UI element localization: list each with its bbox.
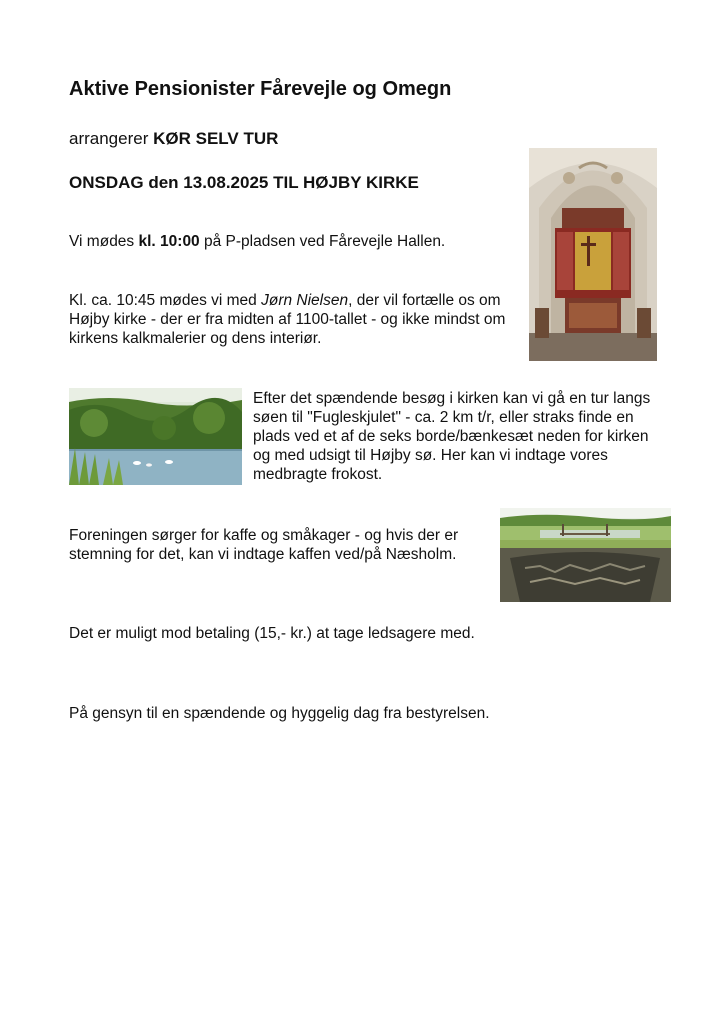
meeting-time: kl. 10:00 (138, 233, 200, 250)
farewell-paragraph: På gensyn til en spændende og hyggelig dag fra bestyrelsen. (69, 705, 490, 722)
naesholm-ruins-image (500, 508, 671, 602)
meeting-paragraph (69, 232, 445, 251)
walk-paragraph: Efter det spændende besøg i kirken kan vi gå en tur langs søen til "Fugleskjulet" - ca. 2 km t/r, eller straks finde en plads ved et af de seks borde/bænkesæt neden for kirken og med udsigt til Højby sø. Her kan vi indtage vores medbragte frokost. (253, 390, 651, 483)
lake-swans-image (69, 388, 242, 485)
guests-paragraph: Det er muligt mod betaling (15,- kr.) at tage ledsagere med. (69, 625, 475, 642)
guide-suffix: , der vil fortælle os om Højby kirke - der er fra midten af 1100-tallet - og ikke mindst om kirkens kalkmalerier og dens interiør. (69, 292, 506, 347)
guide-paragraph (69, 291, 519, 348)
meeting-suffix: på P-pladsen ved Fårevejle Hallen. (199, 233, 446, 250)
guide-prefix: Kl. ca. 10:45 mødes vi med (69, 292, 262, 309)
coffee-paragraph: Foreningen sørger for kaffe og småkager - og hvis der er stemning for det, kan vi indtage kaffen ved/på Næsholm. (69, 527, 459, 563)
date-line: ONSDAG den 13.08.2025 TIL HØJBY KIRKE (69, 173, 419, 192)
subtitle-prefix: arrangerer (69, 129, 154, 148)
subtitle (69, 129, 278, 149)
guide-name: Jørn Nielsen (261, 292, 349, 309)
church-interior-image (529, 148, 657, 361)
page-title: Aktive Pensionister Fårevejle og Omegn (69, 78, 452, 100)
subtitle-bold: KØR SELV TUR (153, 129, 279, 148)
meeting-prefix: Vi mødes (69, 233, 139, 250)
